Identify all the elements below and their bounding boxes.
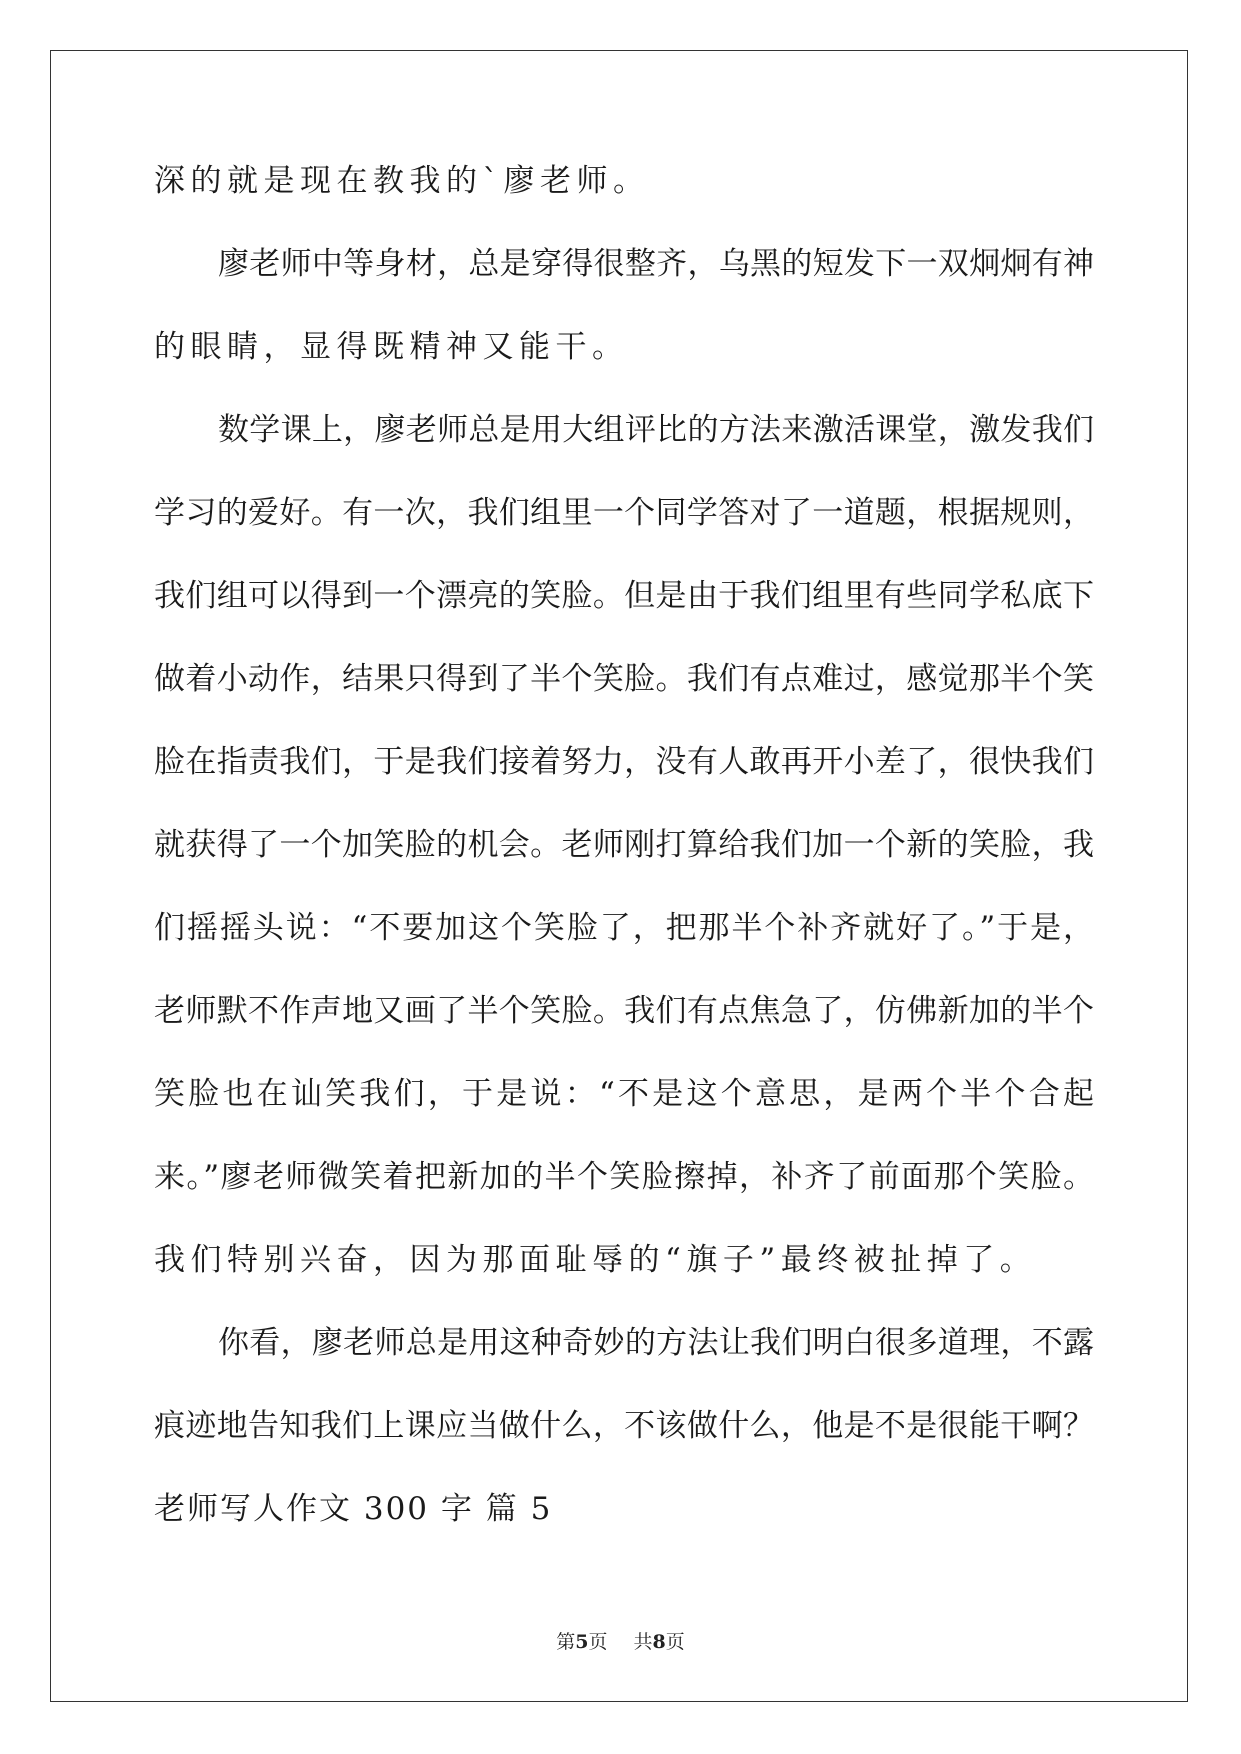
text-line: 我们特别兴奋，因为那面耻辱的“旗子”最终被扯掉了。: [154, 1242, 1037, 1278]
text-line: 来。”廖老师微笑着把新加的半个笑脸擦掉，补齐了前面那个笑脸。: [154, 1159, 1094, 1195]
text-line: 就获得了一个加笑脸的机会。老师刚打算给我们加一个新的笑脸，我: [154, 827, 1094, 863]
page-suffix: 页: [588, 1631, 608, 1653]
document-body: [154, 163, 1094, 1574]
text-line: 笑脸也在讪笑我们，于是说：“不是这个意思，是两个半个合起: [154, 1076, 1094, 1112]
text-line: 学习的爱好。有一次，我们组里一个同学答对了一道题，根据规则，: [154, 495, 1094, 531]
text-line: 我们组可以得到一个漂亮的笑脸。但是由于我们组里有些同学私底下: [154, 578, 1094, 614]
text-line: 你看，廖老师总是用这种奇妙的方法让我们明白很多道理，不露: [218, 1325, 1094, 1361]
text-line: 脸在指责我们，于是我们接着努力，没有人敢再开小差了，很快我们: [154, 744, 1094, 780]
text-line: 痕迹地告知我们上课应当做什么，不该做什么，他是不是很能干啊？: [154, 1408, 1094, 1444]
page-prefix: 第: [556, 1631, 576, 1653]
text-line: 做着小动作，结果只得到了半个笑脸。我们有点难过，感觉那半个笑: [154, 661, 1094, 697]
text-line: 数学课上，廖老师总是用大组评比的方法来激活课堂，激发我们: [218, 412, 1094, 448]
text-line: 们摇摇头说：“不要加这个笑脸了，把那半个补齐就好了。”于是，: [154, 910, 1094, 946]
total-prefix: 共: [633, 1631, 653, 1653]
page-number: [556, 1631, 607, 1653]
section-heading: 老师写人作文 300 字 篇 5: [154, 1491, 553, 1527]
text-line: 深的就是现在教我的`廖老师。: [154, 163, 650, 199]
total-suffix: 页: [665, 1631, 685, 1653]
current-page: 5: [575, 1631, 589, 1653]
page-total: [634, 1631, 685, 1653]
text-line: 老师默不作声地又画了半个笑脸。我们有点焦急了，仿佛新加的半个: [154, 993, 1094, 1029]
text-line: 的眼睛，显得既精神又能干。: [154, 329, 629, 365]
text-line: 廖老师中等身材，总是穿得很整齐，乌黑的短发下一双炯炯有神: [218, 246, 1094, 282]
page-footer: [0, 1627, 1241, 1654]
total-pages: 8: [652, 1631, 666, 1653]
